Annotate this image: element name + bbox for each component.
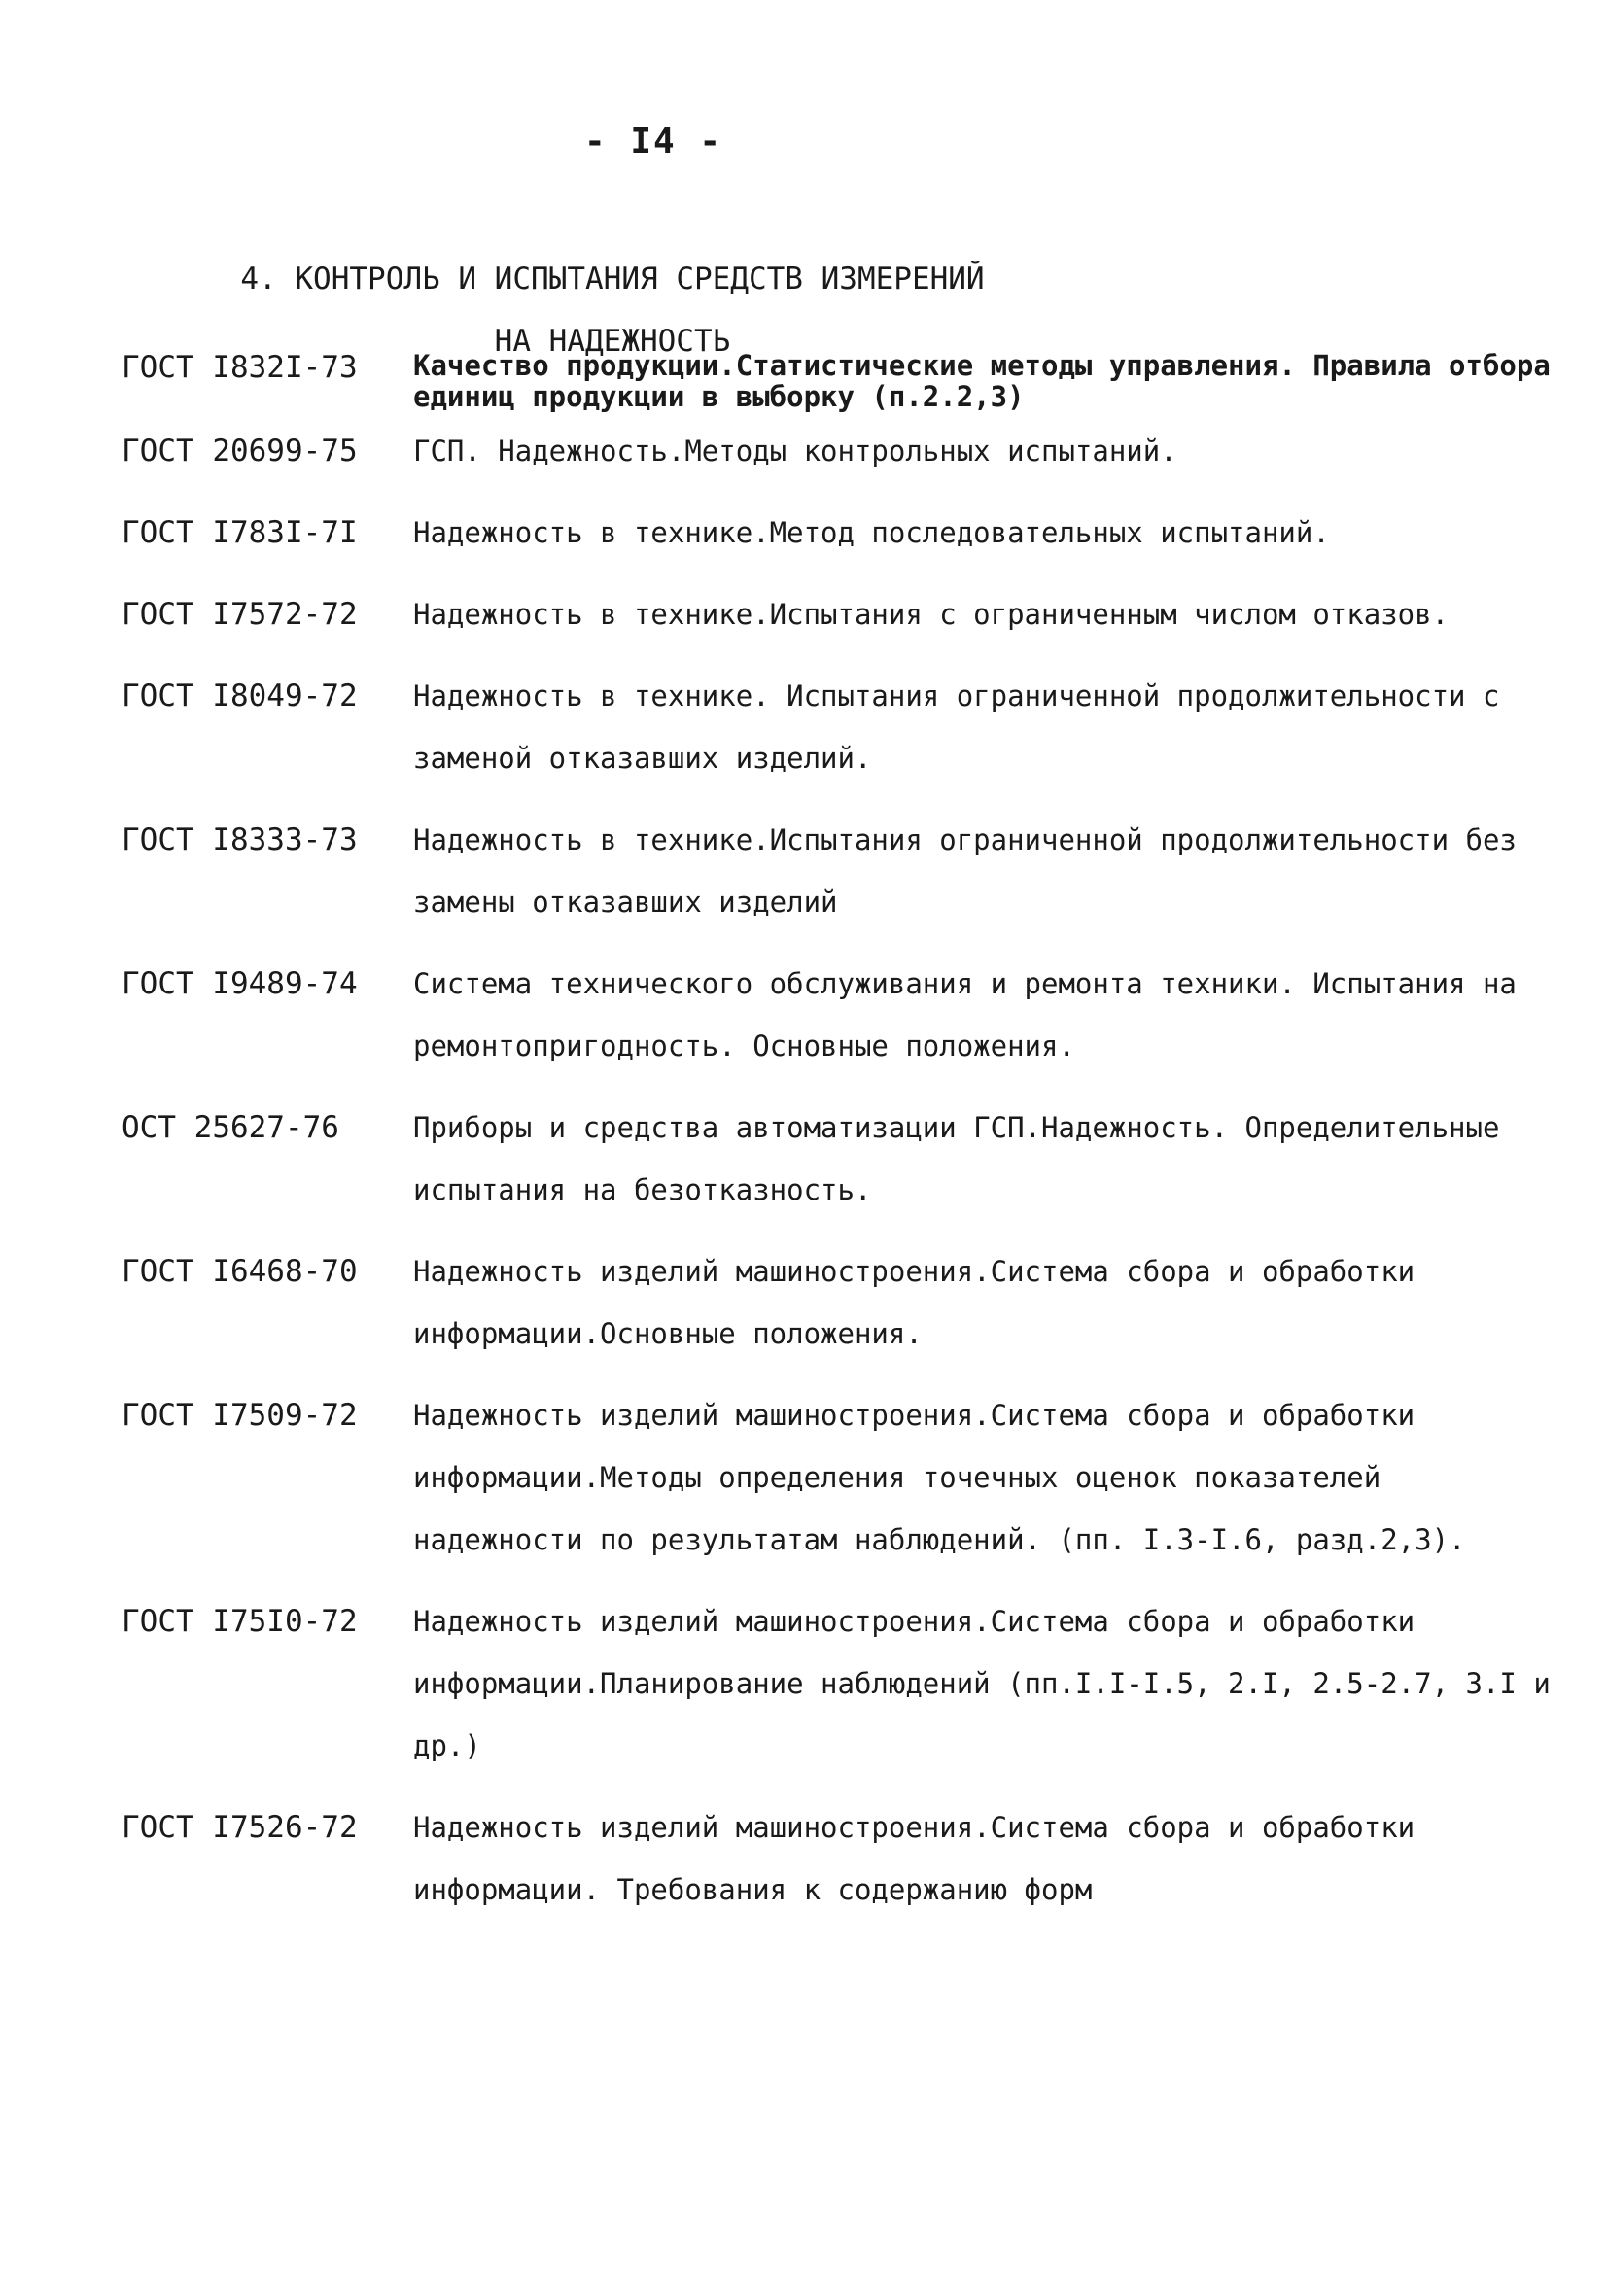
standard-title: ГСП. Надежность.Методы контрольных испытаний.: [413, 435, 1177, 468]
standard-code: ОСТ 25627-76: [122, 1110, 339, 1145]
standard-code: ГОСТ I832I-73: [122, 350, 358, 385]
list-item: [122, 1240, 1551, 1365]
list-item: [122, 1590, 1551, 1777]
standard-title: Надежность в технике.Метод последовательных испытаний.: [413, 516, 1330, 549]
standard-code: ГОСТ I8333-73: [122, 822, 358, 857]
standard-title: Надежность в технике.Испытания с ограниченным числом отказов.: [413, 598, 1450, 631]
standard-code: ГОСТ I9489-74: [122, 966, 358, 1001]
list-item: [122, 420, 1551, 482]
standard-code: ГОСТ 20699-75: [122, 434, 358, 469]
standard-title: Надежность изделий машиностроения.Система сбора и обработки информации.Основные положения.: [413, 1255, 1416, 1350]
list-item: [122, 502, 1551, 564]
standard-title: Надежность изделий машиностроения.Система сбора и обработки информации.Планирование наблюдений (пп.I.I-I.5, 2.I, 2.5-2.7, 3.I и др.): [413, 1605, 1551, 1762]
standard-code: ГОСТ I7526-72: [122, 1810, 358, 1845]
list-item: [122, 1384, 1551, 1571]
section-title-line-1: 4. КОНТРОЛЬ И ИСПЫТАНИЯ СРЕДСТВ ИЗМЕРЕНИЙ: [240, 261, 985, 296]
standard-title: Качество продукции.Статистические методы управления. Правила отбора единиц продукции в выборку (п.2.2,3): [413, 349, 1551, 413]
list-item: [122, 1096, 1551, 1221]
list-item: [122, 1796, 1551, 1921]
list-item: [122, 583, 1551, 645]
section-title-line-2: НА НАДЕЖНОСТЬ: [494, 324, 731, 359]
standards-list: [122, 350, 1551, 1940]
list-item: [122, 953, 1551, 1077]
standard-title: Приборы и средства автоматизации ГСП.Надежность. Определительные испытания на безотказность.: [413, 1111, 1500, 1206]
standard-title: Надежность изделий машиностроения.Система сбора и обработки информации.Методы определения точечных оценок показателей надежности по результатам наблюдений. (пп. I.3-I.6, разд.2,3).: [413, 1399, 1466, 1556]
standard-code: ГОСТ I6468-70: [122, 1254, 358, 1289]
standard-title: Надежность в технике.Испытания ограниченной продолжительности без замены отказавших изделий: [413, 823, 1517, 919]
standard-code: ГОСТ I75I0-72: [122, 1604, 358, 1639]
list-item: [122, 809, 1551, 933]
standard-code: ГОСТ I7509-72: [122, 1398, 358, 1433]
standard-title: Надежность в технике. Испытания ограниченной продолжительности с заменой отказавших изделий.: [413, 679, 1500, 775]
standard-code: ГОСТ I8049-72: [122, 678, 358, 713]
list-item: [122, 350, 1551, 412]
standard-code: ГОСТ I7572-72: [122, 597, 358, 632]
standard-title: Система технического обслуживания и ремонта техники. Испытания на ремонтопригодность. Основные положения.: [413, 967, 1517, 1062]
page-number: - I4 -: [583, 122, 723, 161]
standard-title: Надежность изделий машиностроения.Система сбора и обработки информации. Требования к содержанию форм: [413, 1811, 1416, 1906]
list-item: [122, 665, 1551, 789]
standard-code: ГОСТ I783I-7I: [122, 515, 358, 550]
